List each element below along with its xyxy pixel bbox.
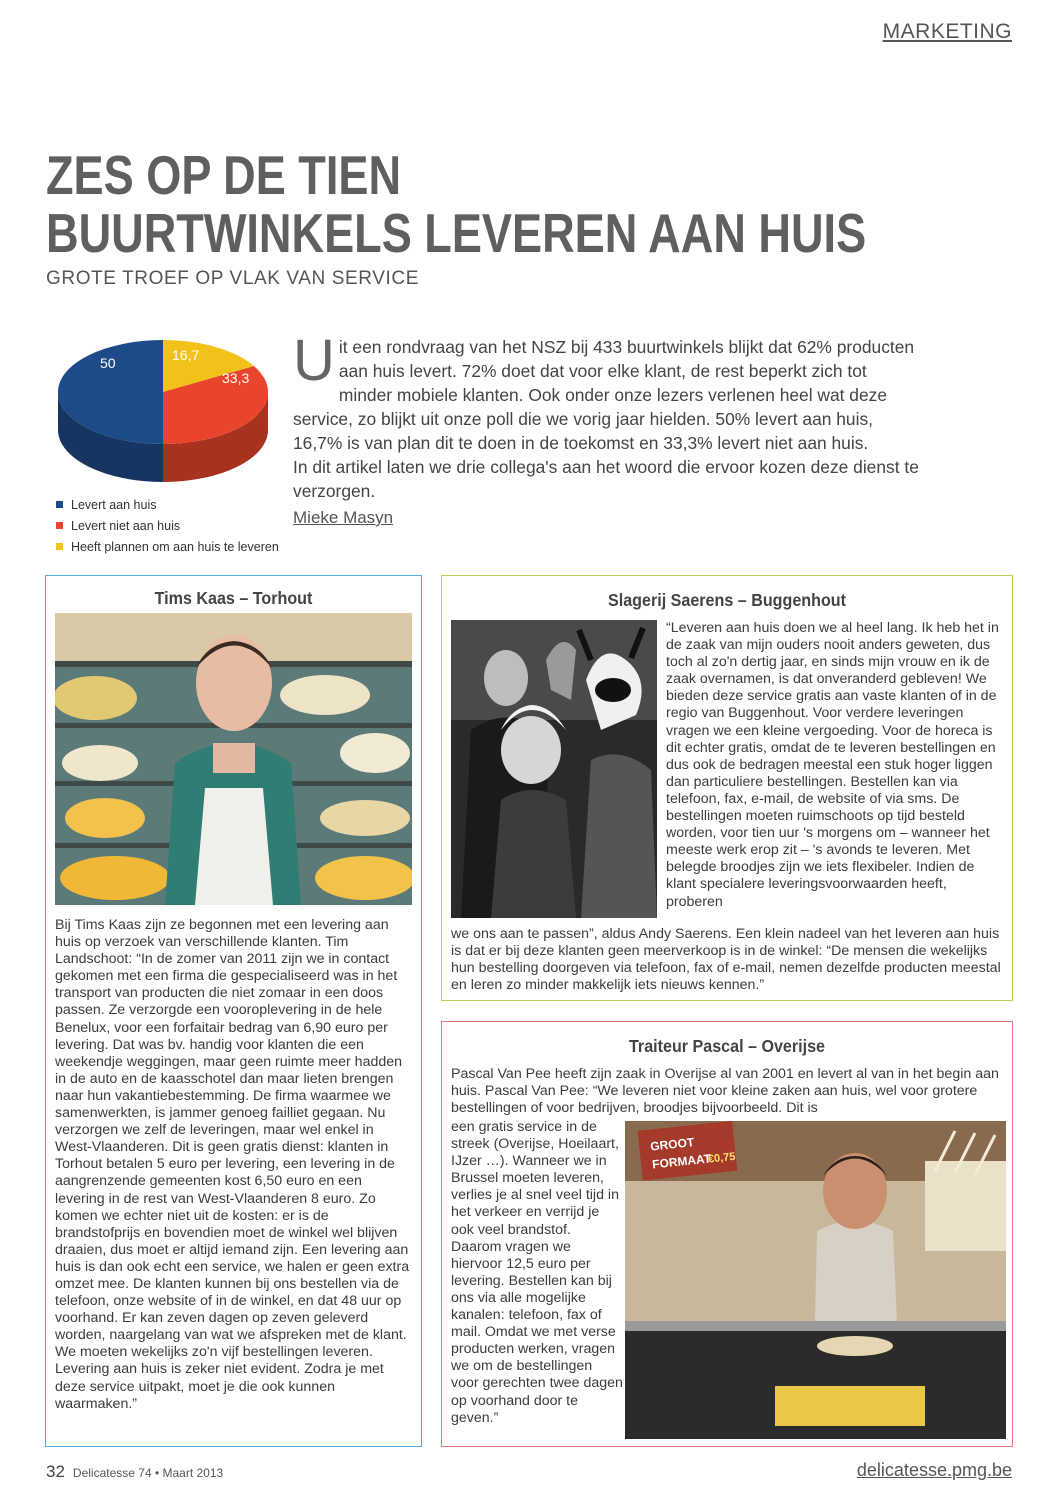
box-slagerij-saerens <box>441 575 1013 1001</box>
legend-label-niet: Levert niet aan huis <box>71 518 181 533</box>
legend-item-levert <box>56 494 279 515</box>
author-byline[interactable]: Mieke Masyn <box>293 508 394 527</box>
dropcap: U <box>293 328 335 393</box>
sign-text-1: GROOT <box>649 1135 695 1154</box>
photo-tims-kaas <box>55 613 412 905</box>
box-title-tims: Tims Kaas – Torhout <box>154 588 313 608</box>
footer-url-link[interactable]: delicatesse.pmg.be <box>856 1460 1012 1480</box>
box-text-saerens-full: we ons aan te passen”, aldus Andy Saerens. Een klein nadeel van het leveren aan huis is dat er bij deze klanten geen meerverkoop is in de winkel: “De mensen die wekelijks hun bestelling doorgeven via telefoon, fax of e-mail, nemen dezelfde producten meestal en leren zo minder makkelijk iets nieuws kennen.” <box>451 926 1001 994</box>
photo-saerens-illustration <box>451 620 657 918</box>
legend-swatch-levert <box>56 501 63 508</box>
box-traiteur-pascal <box>441 1021 1013 1447</box>
pie-chart-svg <box>52 330 274 490</box>
sign-price: €0,75 <box>707 1150 737 1166</box>
box-tims-kaas <box>45 575 422 1447</box>
section-label: MARKETING <box>882 20 1012 43</box>
pie-label-niet: 33,3 <box>222 370 250 386</box>
box-text-tims: Bij Tims Kaas zijn ze begonnen met een levering aan huis op verzoek van verschillende klanten. Tim Landschoot: “In de zomer van 2011 zijn we in contact gekomen met een firma die gespecialiseerd was in het transport van producten die niet zomaar in een doos passen. Ze verzorgde een vooroplevering in de hele Benelux, voor een forfaitair bedrag van 6,90 euro per levering. Dat was bv. handig voor klanten die een weekendje weggingen, maar geen ruimte meer hadden in de auto en de kaasschotel dan maar lieten brengen naar hun vakantiebestemming. De firma waarmee we samenwerkten, is jammer genoeg failliet gegaan. Nu verzorgen we zelf de leveringen, maar wel enkel in West-Vlaanderen. Dit is geen gratis dienst: klanten in Torhout betalen 5 euro per levering, een levering in de aangrenzende gemeenten kost 6,50 euro en een levering in de rest van West-Vlaanderen 8 euro. Zo komen we echter niet uit de kosten: er is de brandstofprijs en bovendien moet de winkel wel blijven draaien, dus moet er altijd iemand zijn. Een levering aan huis is dan ook echt een service, we halen er geen extra omzet mee. De klanten kunnen bij ons bestellen via de telefoon, onze website of in de winkel, en dat 48 uur op voorhand. Er kan zeven dagen op zeven geleverd worden, naargelang van wat we afspreken met de klant. We moeten wekelijks zo'n vijf bestellingen leveren. Levering aan huis is zeker niet evident. Zodra je met deze service uitpakt, moet je die ook kunnen waarmaken.” <box>55 917 410 1412</box>
intro-text <box>293 328 923 503</box>
box-text-pascal-side: een gratis service in de streek (Overijse, Hoeilaart, IJzer …). Wanneer we in Brussel moeten leveren, verlies je al snel veel tijd in het verkeer en verrijd je ook veel brandstof. Daarom vragen we hiervoor 12,5 euro per levering. Bestellen kan bij ons via alle mogelijke kanalen: telefoon, fax of mail. Omdat we met verse producten werken, vragen we om de bestellingen voor gerechten twee dagen op voorhand door te geven.” <box>451 1119 623 1426</box>
legend-swatch-plannen <box>56 543 63 550</box>
legend-label-levert: Levert aan huis <box>71 497 157 512</box>
intro-paragraph-2: In dit artikel laten we drie collega's aan het woord die ervoor kozen deze dienst te verzorgen. <box>293 457 919 501</box>
headline <box>46 144 867 264</box>
footer-left <box>46 1462 223 1482</box>
photo-slagerij-saerens <box>451 620 657 918</box>
intro-paragraph-1: it een rondvraag van het NSZ bij 433 buurtwinkels blijkt dat 62% producten aan huis levert. 72% doet dat voor elke klant, de rest beperkt zich tot minder mobiele klanten. Ook onder onze lezers verlenen heel wat deze service, zo blijkt uit onze poll die we vorig jaar hielden. 50% levert aan huis, 16,7% is van plan dit te doen in de toekomst en 33,3% levert niet aan huis. <box>293 337 915 453</box>
box-title-pascal: Traiteur Pascal – Overijse <box>628 1036 826 1056</box>
pie-legend <box>56 494 279 557</box>
box-text-saerens-side: “Leveren aan huis doen we al heel lang. Ik heb het in de zaak van mijn ouders nooit anders geweten, dus toch al zo'n dertig jaar, en sinds mijn vrouw en ik de zaak overnamen, is dat onveranderd gebleven! We bieden deze service gratis aan vaste klanten of in de regio van Buggenhout. Voor verdere leveringen vragen we een kleine vergoeding. Voor de horeca is dit echter gratis, omdat de te leveren bestellingen en dus ook de bedragen meestal een stuk hoger liggen dan particuliere bestellingen. Bestellen kan via telefoon, fax, e-mail, de website of via sms. De bestellingen moeten ruimschoots op tijd besteld worden, voor tien uur 's morgens om – wanneer het meeste werk erop zit – 's avonds te leveren. Met belegde broodjes zijn we iets flexibeler. Indien de klant specialere leveringsvoorwaarden heeft, proberen <box>666 620 999 910</box>
photo-pascal-illustration <box>625 1121 1006 1439</box>
pie-label-levert: 50 <box>100 355 116 371</box>
sign-text-2: FORMAAT <box>651 1151 712 1172</box>
issue-info: Delicatesse 74 • Maart 2013 <box>72 1466 224 1480</box>
headline-line-2: BUURTWINKELS LEVEREN AAN HUIS <box>46 202 867 264</box>
legend-item-niet <box>56 515 279 536</box>
pie-label-plannen: 16,7 <box>172 347 200 363</box>
headline-line-1: ZES OP DE TIEN <box>46 144 402 206</box>
legend-item-plannen <box>56 536 279 557</box>
box-title-saerens: Slagerij Saerens – Buggenhout <box>608 590 846 610</box>
legend-label-plannen: Heeft plannen om aan huis te leveren <box>71 539 279 554</box>
box-text-pascal-full: Pascal Van Pee heeft zijn zaak in Overijse al van 2001 en levert al van in het begin aan huis. Pascal Van Pee: “We leveren niet voor kleine zaken aan huis, wel voor grotere bestellingen of voor bedrijven, broodjes bijvoorbeeld. Dit is <box>451 1066 999 1117</box>
subheadline: GROTE TROEF OP VLAK VAN SERVICE <box>46 268 420 289</box>
pie-chart <box>52 330 274 490</box>
page-number: 32 <box>46 1462 65 1481</box>
photo-tims-kaas-illustration <box>55 613 412 905</box>
legend-swatch-niet <box>56 522 63 529</box>
photo-traiteur-pascal <box>625 1121 1006 1439</box>
